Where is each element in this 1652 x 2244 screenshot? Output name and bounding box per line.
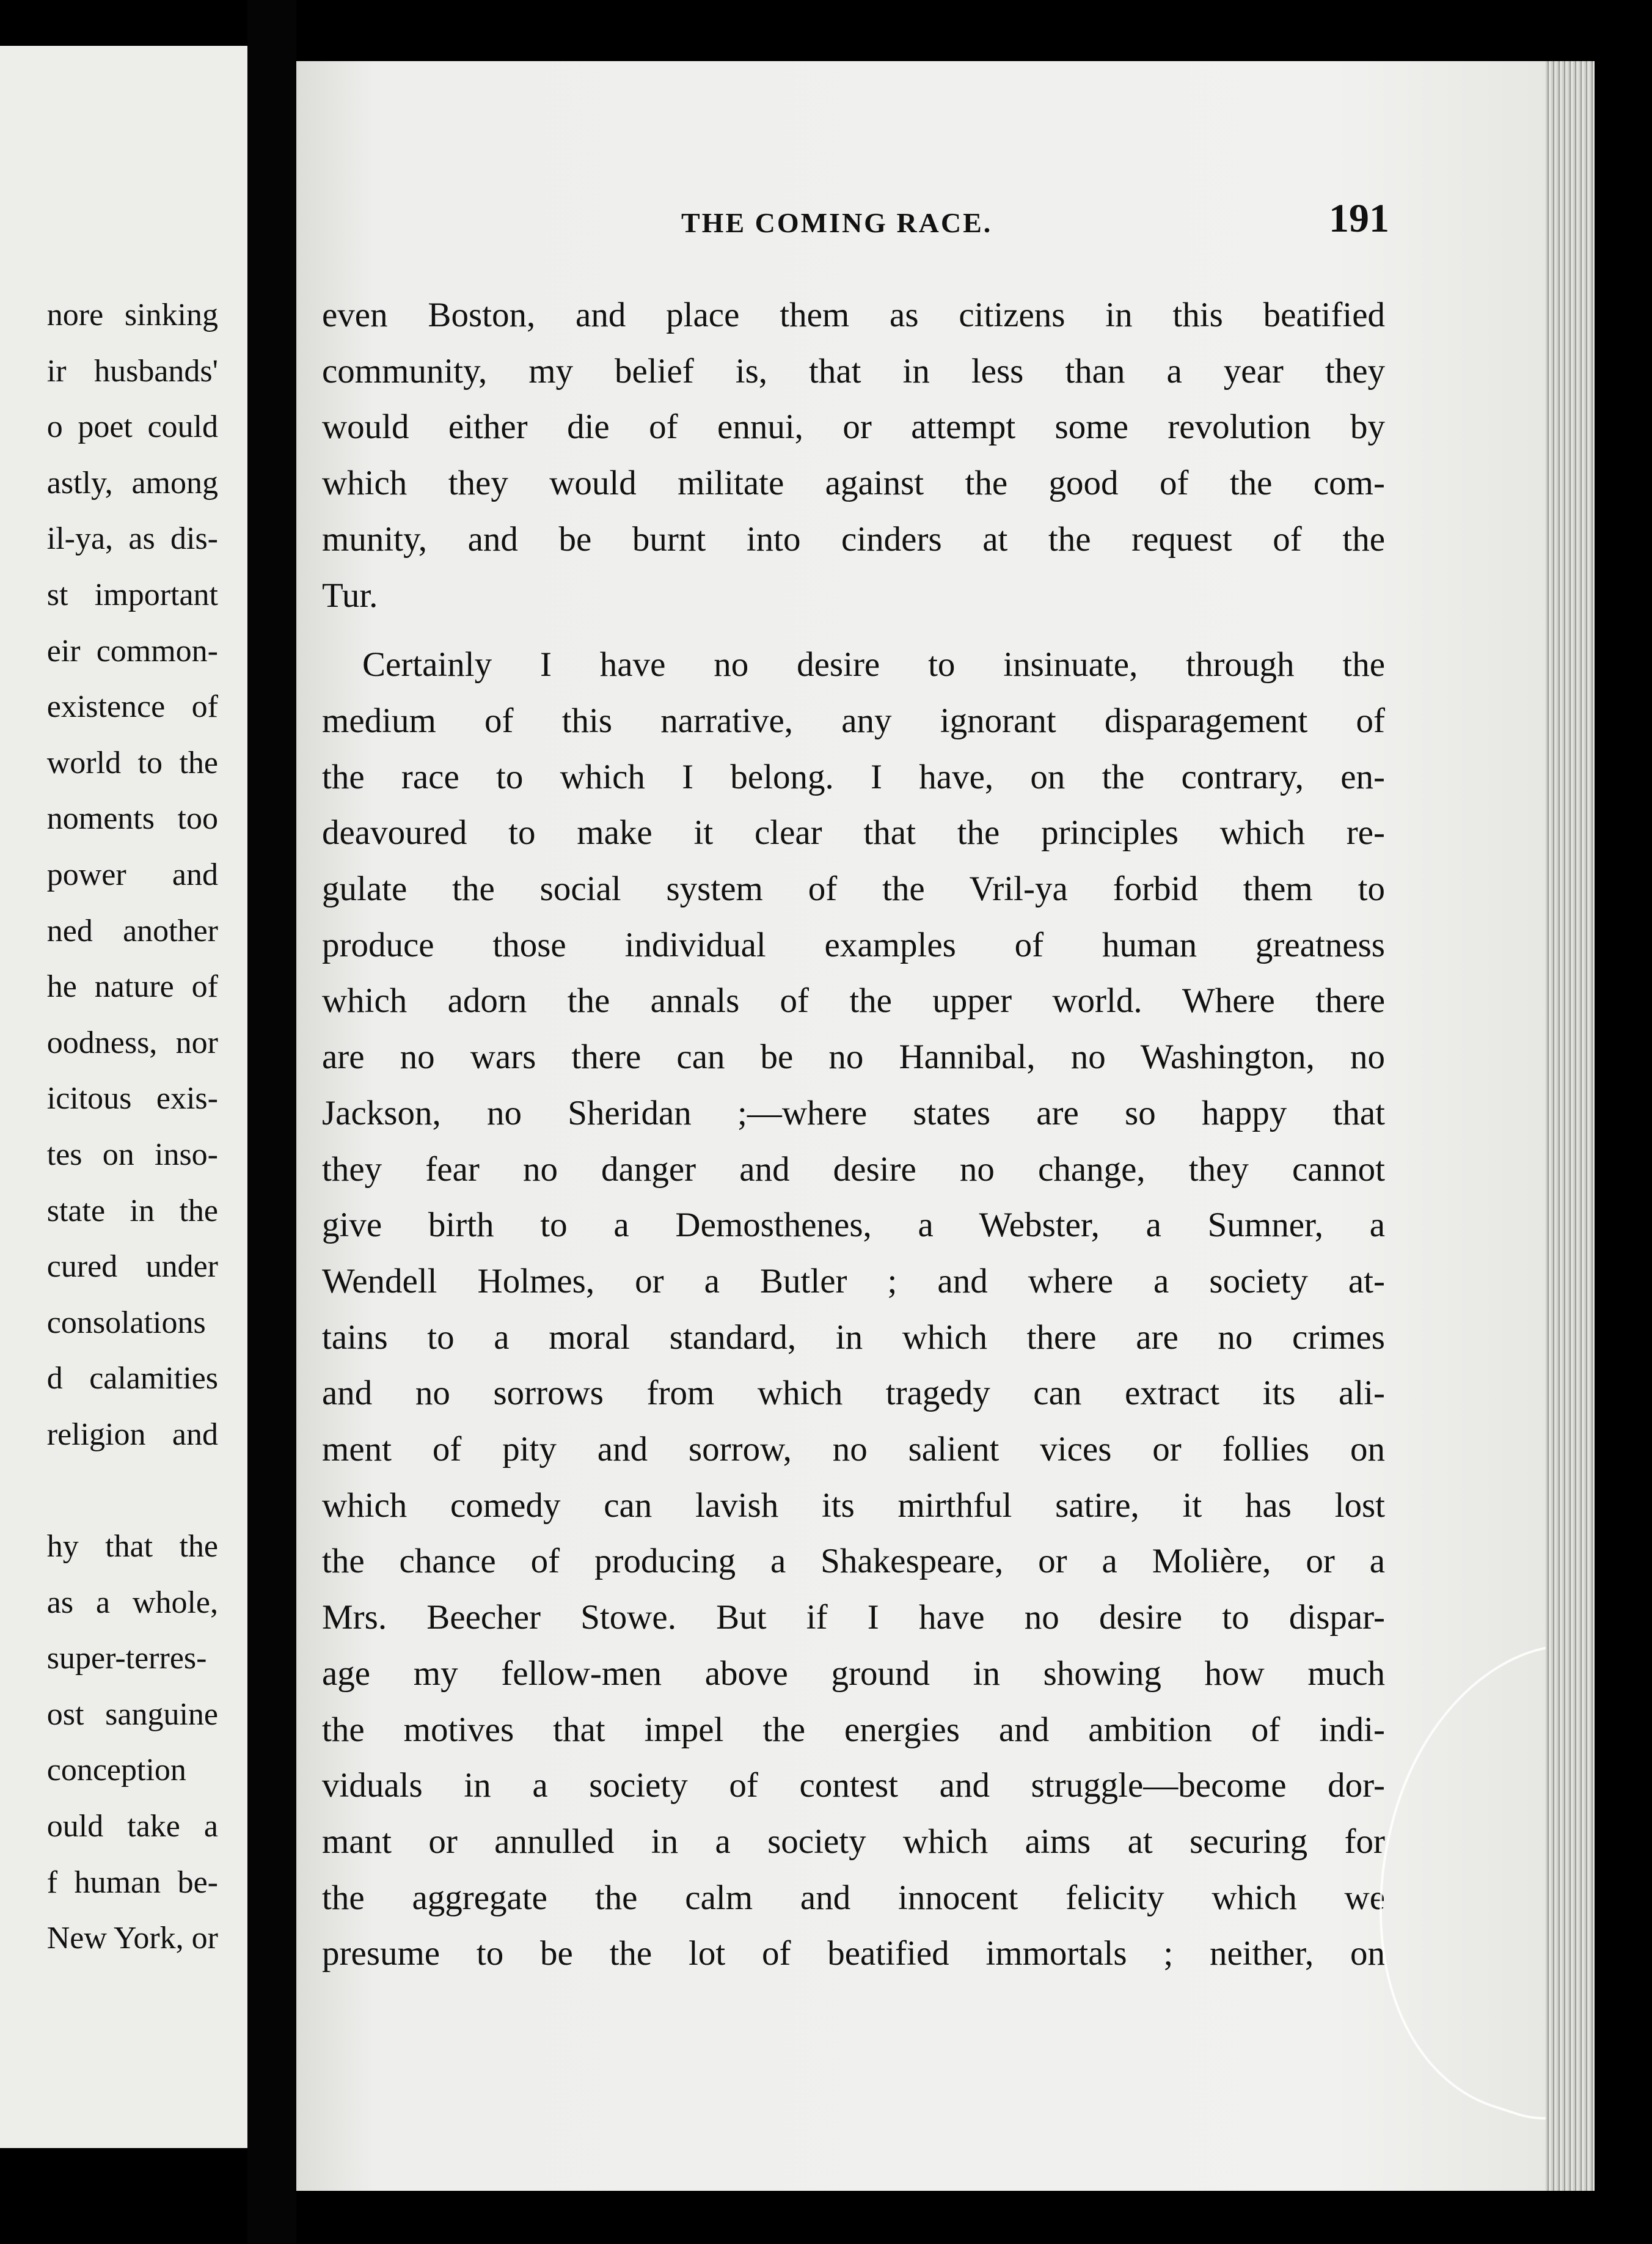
left-line: oodness, nor xyxy=(46,1025,218,1060)
text-line: the aggregate the calm and innocent felicity which we xyxy=(322,1878,1385,1917)
text-line: give birth to a Demosthenes, a Webster, a Sumner, a xyxy=(322,1206,1385,1245)
text-line: are no wars there can be no Hannibal, no Washington, no xyxy=(322,1038,1385,1077)
left-line: noments too xyxy=(46,801,218,837)
left-line: world to the xyxy=(46,745,218,780)
text-line: which they would militate against the good of the com- xyxy=(322,464,1385,503)
left-line: st important xyxy=(46,577,218,612)
text-line: Wendell Holmes, or a Butler ; and where a society at- xyxy=(322,1261,1385,1300)
right-page xyxy=(296,61,1595,2191)
text-line: Tur. xyxy=(322,576,378,615)
text-line: gulate the social system of the Vril-ya forbid them to xyxy=(322,870,1385,909)
left-line: il-ya, as dis- xyxy=(46,521,218,557)
paragraph-gap xyxy=(322,623,1385,637)
text-line: deavoured to make it clear that the principles which re- xyxy=(322,813,1385,853)
left-line: icitous exis- xyxy=(46,1081,218,1116)
left-line: consolations xyxy=(46,1305,206,1340)
running-head: THE COMING RACE. xyxy=(681,207,993,238)
left-line: as a whole, xyxy=(46,1585,218,1620)
left-line: hy that the xyxy=(46,1529,218,1564)
text-line: which comedy can lavish its mirthful satire, it has lost xyxy=(322,1486,1385,1525)
left-line: o poet could xyxy=(46,409,218,445)
text-line: mant or annulled in a society which aims at securing for xyxy=(322,1822,1385,1861)
text-line: the chance of producing a Shakespeare, or a Molière, or a xyxy=(322,1542,1385,1581)
left-line: ould take a xyxy=(46,1809,218,1844)
text-line: the race to which I belong. I have, on the contrary, en- xyxy=(322,757,1385,796)
left-line: religion and xyxy=(46,1417,218,1452)
left-line: nore sinking xyxy=(46,298,218,332)
left-line: super-terres- xyxy=(46,1641,207,1676)
text-line: viduals in a society of contest and struggle—become dor- xyxy=(322,1766,1385,1805)
text-line: Certainly I have no desire to insinuate, through the xyxy=(362,645,1385,684)
text-line: which adorn the annals of the upper world. Where there xyxy=(322,981,1385,1021)
page-number: 191 xyxy=(1329,196,1389,241)
left-line: tes on inso- xyxy=(46,1137,218,1172)
body-text xyxy=(322,287,1385,1982)
left-line: New York, or xyxy=(46,1921,218,1956)
left-line: d calamities xyxy=(46,1361,218,1396)
left-line: ned another xyxy=(46,913,218,948)
page-edges xyxy=(1546,61,1595,2191)
text-line: presume to be the lot of beatified immortals ; neither, on xyxy=(322,1934,1385,1973)
text-line: they fear no danger and desire no change, they cannot xyxy=(322,1150,1385,1189)
left-line: ir husbands' xyxy=(46,353,218,389)
left-line: conception xyxy=(46,1753,186,1788)
text-line: produce those individual examples of human greatness xyxy=(322,925,1385,964)
text-line: tains to a moral standard, in which there are no crimes xyxy=(322,1318,1385,1357)
left-line: cured under xyxy=(46,1249,218,1285)
left-line: ost sanguine xyxy=(46,1696,218,1732)
book-gutter xyxy=(247,0,296,2244)
text-line: Mrs. Beecher Stowe. But if I have no desire to dispar- xyxy=(322,1598,1385,1637)
left-line: existence of xyxy=(46,689,218,725)
text-line: Jackson, no Sheridan ;—where states are so happy that xyxy=(322,1093,1385,1132)
text-line: ment of pity and sorrow, no salient vices or follies on xyxy=(322,1430,1385,1469)
left-page-text xyxy=(47,287,218,1967)
left-page xyxy=(0,46,247,2148)
text-line: and no sorrows from which tragedy can extract its ali- xyxy=(322,1374,1385,1413)
left-line: f human be- xyxy=(46,1865,218,1900)
left-line: power and xyxy=(46,857,218,892)
text-line: age my fellow-men above ground in showing how much xyxy=(322,1654,1385,1693)
left-line: astly, among xyxy=(46,465,218,501)
text-line: even Boston, and place them as citizens in this beatified xyxy=(322,296,1385,334)
text-line: munity, and be burnt into cinders at the request of the xyxy=(322,519,1385,559)
left-line: state in the xyxy=(46,1193,218,1228)
left-line: he nature of xyxy=(46,969,218,1005)
text-line: the motives that impel the energies and ambition of indi- xyxy=(322,1710,1385,1749)
left-line xyxy=(47,1462,218,1519)
text-line: would either die of ennui, or attempt some revolution by xyxy=(322,408,1385,447)
left-line: eir common- xyxy=(46,633,218,669)
text-line: community, my belief is, that in less than a year they xyxy=(322,351,1385,391)
text-line: medium of this narrative, any ignorant disparagement of xyxy=(322,701,1385,740)
